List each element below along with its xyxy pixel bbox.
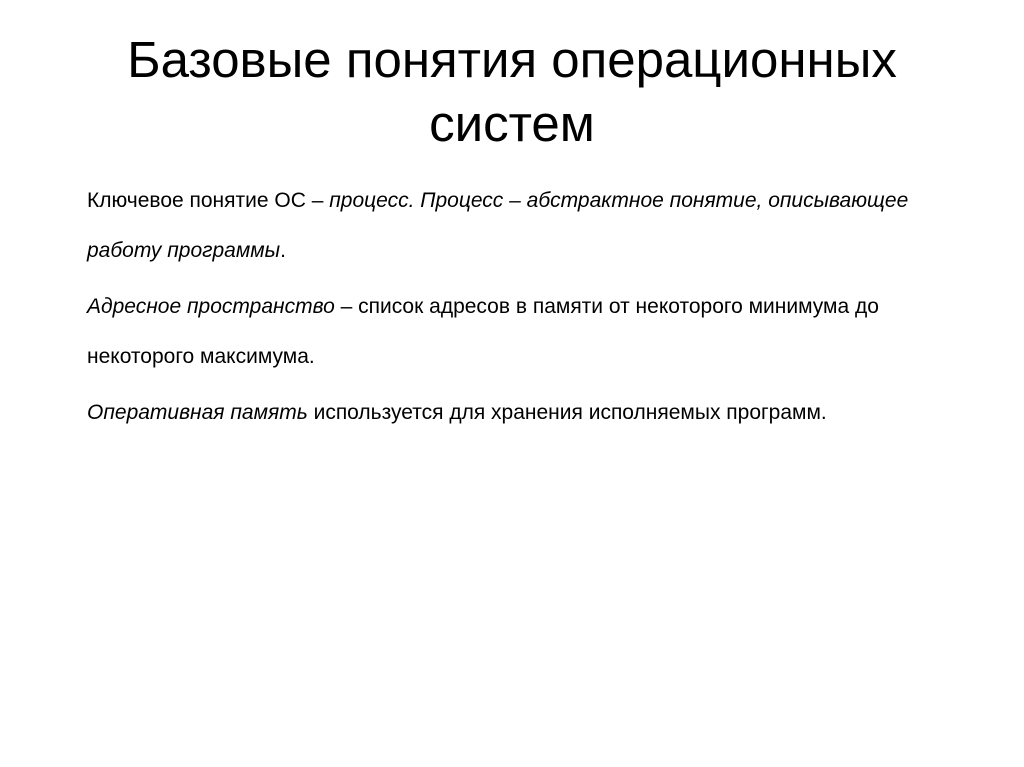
- slide-title-line-1: Базовые понятия операционных: [127, 31, 897, 88]
- paragraph-address-space: [87, 282, 967, 382]
- slide-body: [87, 176, 967, 444]
- paragraph-ram-term: Оперативная память: [87, 401, 308, 424]
- paragraph-ram: [87, 388, 967, 438]
- slide-title: [40, 28, 984, 156]
- paragraph-process-term: процесс. Процесс – абстрактное понятие, описывающее работу программы: [87, 189, 909, 262]
- paragraph-ram-text: используется для хранения исполняемых программ.: [307, 401, 827, 424]
- paragraph-address-space-term: Адресное пространство: [87, 295, 335, 318]
- paragraph-address-space-text: – список адресов в памяти от некоторого минимума до некоторого максимума.: [87, 295, 879, 368]
- paragraph-process-text-2: .: [280, 239, 286, 262]
- paragraph-process-text-1: Ключевое понятие ОС –: [87, 189, 330, 212]
- paragraph-process: [87, 176, 967, 276]
- slide-title-line-2: систем: [429, 95, 595, 152]
